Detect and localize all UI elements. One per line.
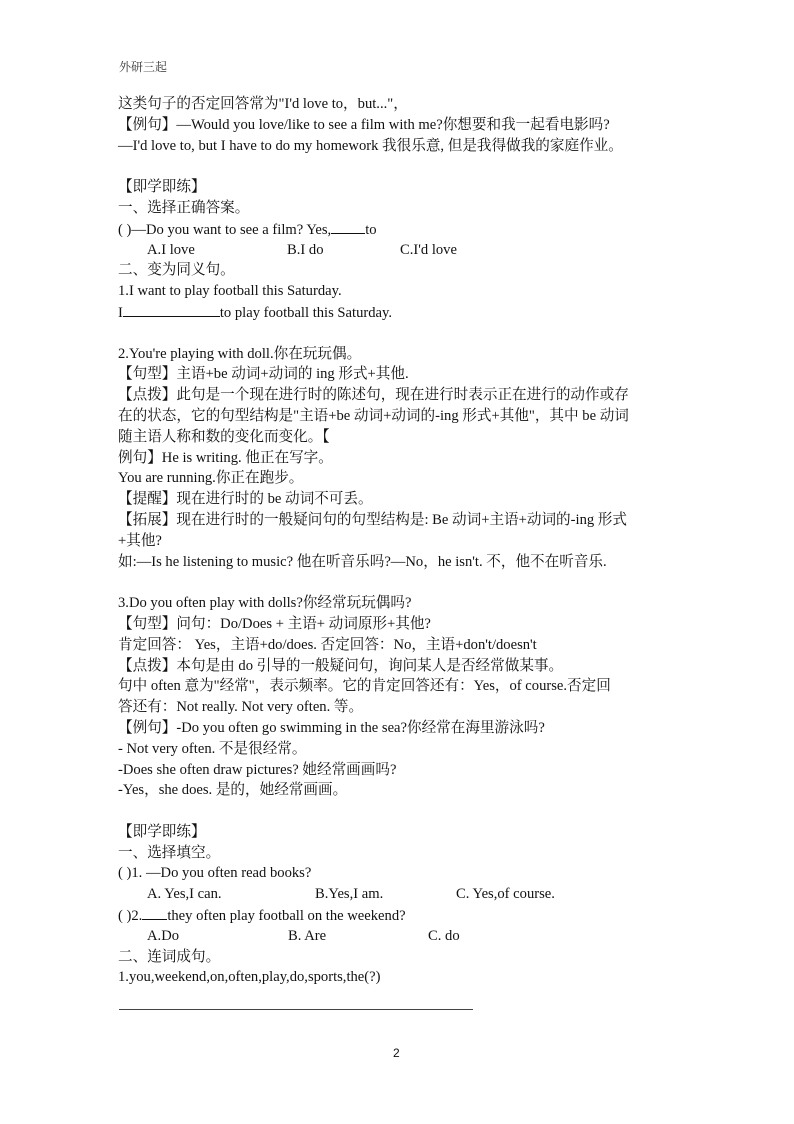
sentence-1: 1.I want to play football this Saturday. — [118, 283, 342, 300]
choice-c: C.I'd love — [400, 241, 457, 258]
exercise-heading: 一、选择填空。 — [118, 844, 221, 861]
question-3 — [118, 905, 688, 926]
tip-line: 句中 often 意为"经常"，表示频率。它的肯定回答还有：Yes，of course.否定回 — [118, 678, 611, 695]
example-line: -Yes，she does. 是的，她经常画画。 — [118, 782, 348, 799]
extension-line: +其他? — [118, 532, 162, 549]
question-3-start: ( )2. — [118, 908, 143, 925]
choice-b: B. Are — [288, 927, 327, 944]
choice-c: C. Yes,of course. — [456, 886, 555, 903]
example-line: 【例句】-Do you often go swimming in the sea?你经常在海里游泳吗? — [118, 719, 545, 736]
answer-line[interactable] — [119, 1009, 473, 1010]
choice-c: C. do — [428, 927, 460, 944]
pattern-line: 【句型】问句：Do/Does + 主语+ 动词原形+其他? — [118, 615, 431, 632]
question-1-text: ( )—Do you want to see a film? Yes, — [118, 221, 332, 238]
answer-blank[interactable] — [123, 302, 220, 317]
tip-line: 随主语人称和数的变化而变化。【 — [118, 428, 330, 445]
header-label: 外研三起 — [119, 60, 168, 74]
tip-line: 答还有：Not really. Not very often. 等。 — [118, 699, 364, 716]
page-number: 2 — [393, 1046, 400, 1060]
rewrite-tail: to play football this Saturday. — [219, 304, 392, 321]
question-1 — [118, 219, 688, 240]
choice-a: A. Yes,I can. — [147, 886, 222, 903]
section-heading: 【即学即练】 — [118, 823, 206, 840]
question-3-tail: they often play football on the weekend? — [167, 908, 406, 925]
example-line: You are running.你正在跑步。 — [118, 470, 304, 487]
choice-a: A.Do — [147, 927, 180, 944]
text-line: 这类句子的否定回答常为"I'd love to，but..."， — [118, 96, 408, 112]
question-2: ( )1. —Do you often read books? — [118, 865, 312, 882]
tip-line: 在的状态，它的句型结构是"主语+be 动词+动词的-ing 形式+其他"，其中 be 动词 — [118, 407, 629, 424]
tip-line: 【点拨】本句是由 do 引导的一般疑问句，询问某人是否经常做某事。 — [118, 657, 564, 674]
question-1-tail: to — [365, 221, 377, 238]
example-line: 如:—Is he listening to music? 他在听音乐吗?—No，he isn't. 不，他不在听音乐. — [118, 553, 607, 570]
choice-a: A.I love — [147, 241, 195, 258]
example-line: - Not very often. 不是很经常。 — [118, 740, 307, 757]
exercise-heading: 一、选择正确答案。 — [118, 199, 250, 216]
choices-2 — [118, 884, 688, 905]
example-line: -Does she often draw pictures? 她经常画画吗? — [118, 761, 397, 778]
sentence-3: 3.Do you often play with dolls?你经常玩玩偶吗? — [118, 595, 412, 612]
sentence-2: 2.You're playing with doll.你在玩玩偶。 — [118, 345, 362, 362]
answer-blank[interactable] — [142, 905, 167, 920]
choice-b: B.Yes,I am. — [315, 886, 384, 903]
example-line: 【例句】—Would you love/like to see a film with me?你想要和我一起看电影吗? — [118, 116, 610, 133]
exercise-heading: 二、变为同义句。 — [118, 262, 235, 279]
pattern-line: 【句型】主语+be 动词+动词的 ing 形式+其他. — [118, 366, 409, 383]
document-body — [118, 94, 688, 988]
extension-line: 【拓展】现在进行时的一般疑问句的句型结构是: Be 动词+主语+动词的-ing 形式 — [118, 511, 627, 528]
reminder-line: 【提醒】现在进行时的 be 动词不可丢。 — [118, 491, 373, 508]
exercise-heading: 二、连词成句。 — [118, 948, 221, 965]
tip-line: 【点拨】此句是一个现在进行时的陈述句，现在进行时表示正在进行的动作或存 — [118, 387, 629, 404]
choice-b: B.I do — [287, 241, 324, 258]
rewrite-start: I — [118, 304, 123, 321]
example-line: 例句】He is writing. 他正在写字。 — [118, 449, 333, 466]
rewrite-line — [118, 302, 688, 323]
example-answer-line: —I'd love to, but I have to do my homework 我很乐意, 但是我得做我的家庭作业。 — [118, 137, 623, 154]
answer-blank[interactable] — [331, 219, 365, 234]
word-order-question: 1.you,weekend,on,often,play,do,sports,the(?) — [118, 969, 381, 986]
answer-pattern-line: 肯定回答： Yes，主语+do/does. 否定回答：No，主语+don't/doesn't — [118, 636, 537, 653]
section-heading: 【即学即练】 — [118, 179, 206, 196]
choices-3 — [118, 926, 688, 947]
choices-1 — [118, 240, 688, 261]
